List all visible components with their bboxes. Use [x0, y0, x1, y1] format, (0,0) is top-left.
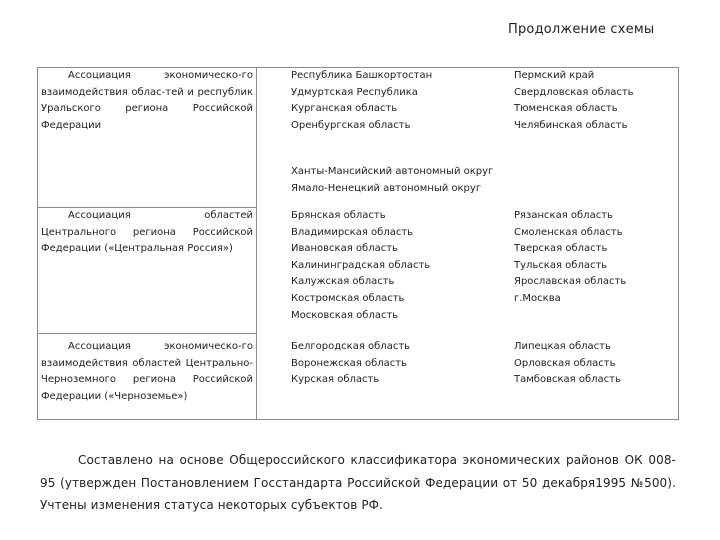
continuation-heading: Продолжение схемы	[508, 22, 655, 37]
association-chernozemye: Ассоциация экономическо-го взаимодействия областей Центрально-Черноземного региона Российской Федерации («Черноземье»)	[41, 341, 253, 402]
region-name: Липецкая область	[514, 341, 611, 352]
region-name: Владимирская область	[291, 226, 414, 238]
region-name: Тульская область	[514, 259, 608, 271]
table-row-divider	[37, 333, 257, 334]
region-name: Воронежская область	[291, 357, 408, 369]
region-name: Свердловская область	[514, 86, 634, 98]
region-name: Ханты-Мансийский автономный округ	[291, 166, 494, 177]
region-name: г.Москва	[514, 292, 561, 304]
region-name: Оренбургская область	[291, 119, 411, 131]
region-name: Костромская область	[291, 292, 405, 304]
region-name: Удмуртская Республика	[291, 86, 418, 98]
region-name: Брянская область	[291, 210, 386, 221]
regions-ural-right	[514, 68, 634, 134]
region-name: Ярославская область	[514, 276, 627, 288]
region-name: Ямало-Ненецкий автономный округ	[291, 182, 482, 194]
regions-central-right	[514, 208, 626, 308]
regions-chernozemye-left	[291, 339, 410, 389]
regions-chernozemye-right	[514, 339, 621, 389]
region-name: Белгородская область	[291, 341, 411, 352]
region-name: Республика Башкортостан	[291, 70, 433, 81]
region-name: Челябинская область	[514, 119, 628, 131]
region-name: Пермский край	[514, 70, 595, 81]
region-name: Орловская область	[514, 357, 616, 369]
region-name: Московская область	[291, 309, 399, 321]
regions-central-left	[291, 208, 430, 324]
source-footnote: Составлено на основе Общероссийского классификатора экономических районов ОК 008-95 (утвержден Постановлением Госстандарта Российской Федерации от 50 декабря1995 №500). Учтены изменения статуса некоторых субъектов РФ.	[40, 453, 676, 512]
region-name: Тамбовская область	[514, 374, 621, 386]
association-ural: Ассоциация экономическо-го взаимодействия облас-тей и республик Уральского региона Российской Федерации	[41, 70, 253, 131]
regions-ural-autonomous	[291, 164, 493, 197]
association-central-russia: Ассоциация областей Центрального региона Российской Федерации («Центральная Россия»)	[41, 210, 253, 255]
region-name: Тюменская область	[514, 103, 618, 115]
table-column-divider	[256, 67, 257, 420]
region-name: Смоленская область	[514, 226, 623, 238]
region-name: Калининградская область	[291, 259, 431, 271]
region-name: Курганская область	[291, 103, 398, 115]
region-name: Калужская область	[291, 276, 395, 288]
region-name: Курская область	[291, 374, 380, 386]
region-name: Тверская область	[514, 243, 608, 255]
region-name: Ивановская область	[291, 243, 398, 255]
regions-ural-left	[291, 68, 432, 134]
region-name: Рязанская область	[514, 210, 613, 221]
